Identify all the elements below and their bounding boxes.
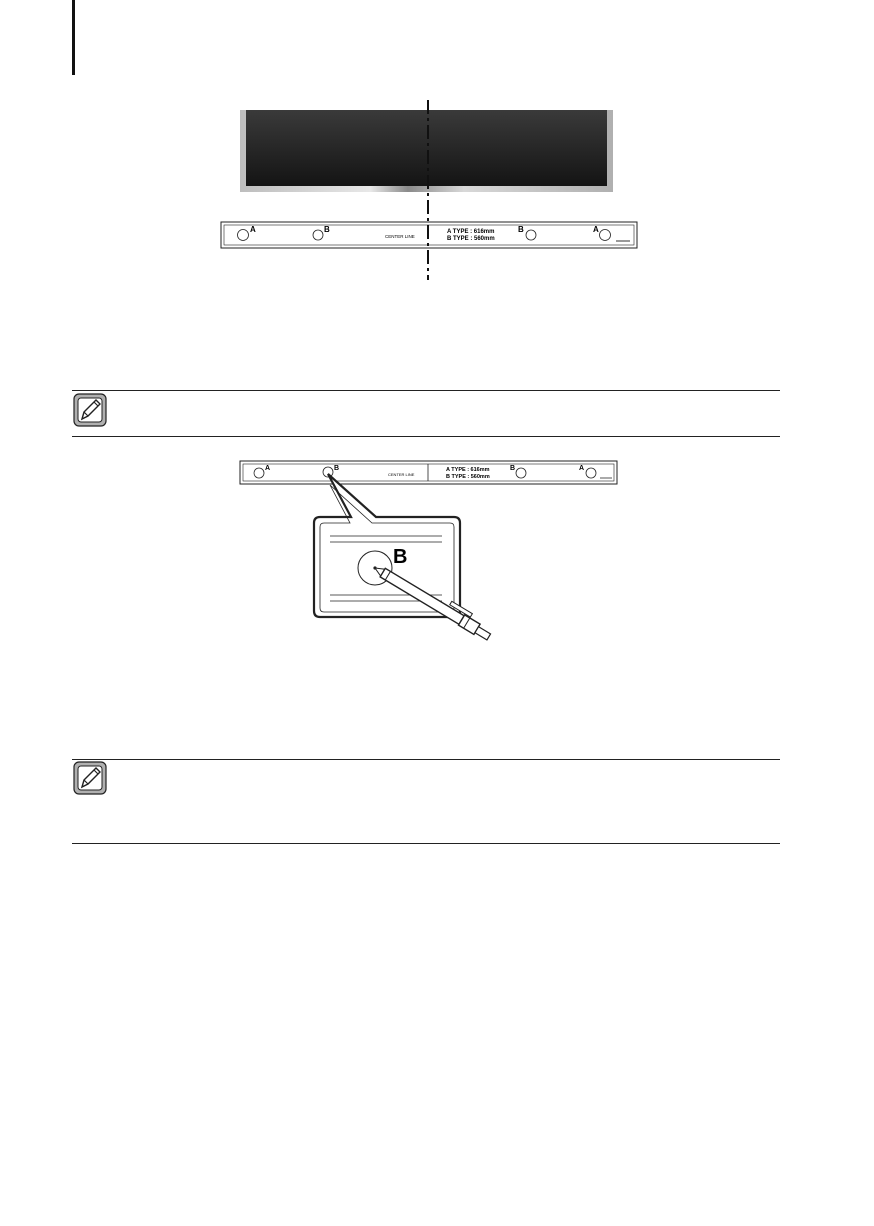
- zoomed-hole-label: B: [393, 546, 408, 568]
- hole-b-right-label: B: [518, 225, 524, 234]
- note-pencil-icon: [72, 392, 108, 428]
- hole-b-left-label: B: [324, 225, 330, 234]
- a-type-label: A TYPE : 616mm: [447, 229, 495, 235]
- tv-template-figure: [0, 95, 874, 285]
- zoom-callout: [314, 474, 460, 617]
- hole-a-right-label: A: [593, 225, 599, 234]
- note-pencil-icon: [72, 760, 108, 796]
- hole-b-right-label: B: [510, 465, 516, 472]
- page-margin-bar: [72, 0, 75, 75]
- note-bottom-rule: [72, 436, 780, 437]
- note-top-rule: [72, 390, 780, 391]
- mounting-template: [240, 461, 617, 484]
- a-type-label: A TYPE : 616mm: [446, 467, 490, 473]
- center-line-label: CENTER LINE: [388, 472, 415, 477]
- hole-a-right-label: A: [579, 465, 585, 472]
- b-type-label: B TYPE : 560mm: [446, 474, 490, 480]
- note-top-rule: [72, 759, 780, 760]
- mark-hole-figure: [0, 455, 874, 665]
- hole-b-left-label: B: [334, 465, 340, 472]
- b-type-label: B TYPE : 560mm: [447, 236, 495, 242]
- hole-a-left-label: A: [250, 225, 256, 234]
- center-line-label: CENTER LINE: [385, 234, 415, 239]
- tv-illustration: [240, 110, 613, 192]
- hole-a-left-label: A: [265, 465, 271, 472]
- note-bottom-rule: [72, 843, 780, 844]
